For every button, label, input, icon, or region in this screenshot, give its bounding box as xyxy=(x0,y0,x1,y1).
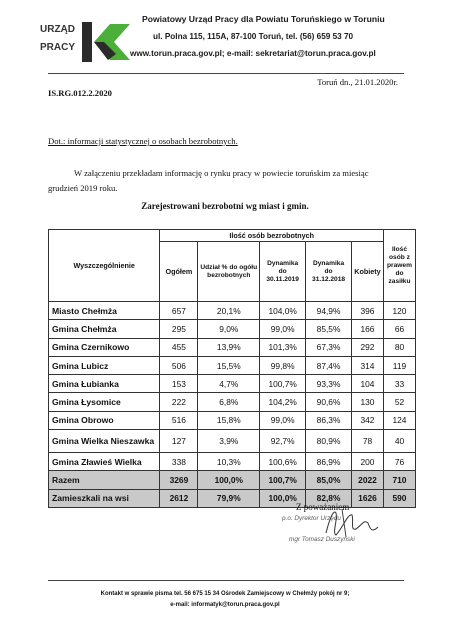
row-women: 342 xyxy=(351,411,383,429)
row-benefit: 710 xyxy=(383,471,415,489)
row-name: Gmina Łubianka xyxy=(49,375,160,393)
logo-text-top: URZĄD xyxy=(40,24,75,35)
row-share: 4,7% xyxy=(198,375,260,393)
row-women: 78 xyxy=(351,430,383,453)
table-row xyxy=(49,411,416,429)
row-benefit: 33 xyxy=(383,375,415,393)
row-benefit: 590 xyxy=(383,489,415,507)
row-women: 104 xyxy=(351,375,383,393)
table-row xyxy=(49,375,416,393)
letter-subject: Dot.: informacji statystycznej o osobach bezrobotnych. xyxy=(48,136,238,146)
row-dyn1: 104,2% xyxy=(260,393,306,411)
table-row xyxy=(49,320,416,338)
row-dyn1: 92,7% xyxy=(260,430,306,453)
letter-body-line2: grudzień 2019 roku. xyxy=(48,183,118,193)
table-row xyxy=(49,338,416,356)
letter-body-line1: W załączeniu przekładam informację o rynku pracy w powiecie toruńskim za miesiąc xyxy=(74,168,369,178)
row-total: 222 xyxy=(160,393,198,411)
row-women: 166 xyxy=(351,320,383,338)
row-benefit: 40 xyxy=(383,430,415,453)
row-name: Gmina Łysomice xyxy=(49,393,160,411)
row-share: 15,8% xyxy=(198,411,260,429)
row-share: 20,1% xyxy=(198,302,260,320)
row-name: Gmina Czernikowo xyxy=(49,338,160,356)
footer-divider xyxy=(48,580,404,581)
row-dyn2: 85,5% xyxy=(306,320,352,338)
row-women: 130 xyxy=(351,393,383,411)
logo-text-bottom: PRACY xyxy=(40,42,76,53)
row-dyn1: 101,3% xyxy=(260,338,306,356)
row-name: Gmina Zławieś Wielka xyxy=(49,453,160,471)
header-divider xyxy=(48,73,404,74)
row-share: 10,3% xyxy=(198,453,260,471)
row-share: 79,9% xyxy=(198,489,260,507)
row-total: 3269 xyxy=(160,471,198,489)
stamp-name: mgr Tomasz Duszyński xyxy=(289,536,355,543)
row-name: Gmina Obrowo xyxy=(49,411,160,429)
row-women: 1626 xyxy=(351,489,383,507)
row-share: 9,0% xyxy=(198,320,260,338)
stamp-title: p.o. Dyrektor Urzędu xyxy=(282,515,341,522)
row-women: 2022 xyxy=(351,471,383,489)
office-logo xyxy=(40,20,132,64)
row-name: Gmina Wielka Nieszawka xyxy=(49,430,160,453)
row-dyn1: 99,0% xyxy=(260,411,306,429)
row-dyn2: 94,9% xyxy=(306,302,352,320)
row-women: 396 xyxy=(351,302,383,320)
row-dyn2: 80,9% xyxy=(306,430,352,453)
row-share: 15,5% xyxy=(198,356,260,374)
row-share: 13,9% xyxy=(198,338,260,356)
office-contact: www.torun.praca.gov.pl; e-mail: sekretariat@torun.praca.gov.pl xyxy=(130,49,376,58)
handwritten-signature xyxy=(312,503,392,543)
row-name: Gmina Chełmża xyxy=(49,320,160,338)
row-dyn2: 85,0% xyxy=(306,471,352,489)
row-name: Gmina Lubicz xyxy=(49,356,160,374)
letter-date: Toruń dn., 21.01.2020r. xyxy=(317,77,398,87)
row-dyn1: 99,8% xyxy=(260,356,306,374)
table-row xyxy=(49,453,416,471)
row-total: 2612 xyxy=(160,489,198,507)
header-dyn1: Dynamika do 30.11.2019 xyxy=(260,242,306,302)
row-total: 127 xyxy=(160,430,198,453)
row-dyn2: 90,6% xyxy=(306,393,352,411)
row-name: Zamieszkali na wsi xyxy=(49,489,160,507)
row-dyn2: 86,9% xyxy=(306,453,352,471)
row-dyn1: 100,6% xyxy=(260,453,306,471)
row-dyn1: 99,0% xyxy=(260,320,306,338)
row-benefit: 66 xyxy=(383,320,415,338)
table-row xyxy=(49,393,416,411)
office-address: ul. Polna 115, 115A, 87-100 Toruń, tel. (56) 659 53 70 xyxy=(153,32,354,41)
row-dyn2: 93,3% xyxy=(306,375,352,393)
row-total: 338 xyxy=(160,453,198,471)
row-share: 6,8% xyxy=(198,393,260,411)
row-benefit: 120 xyxy=(383,302,415,320)
row-name: Miasto Chełmża xyxy=(49,302,160,320)
row-total: 153 xyxy=(160,375,198,393)
header-group: Ilość osób bezrobotnych xyxy=(160,230,384,242)
row-dyn2: 67,3% xyxy=(306,338,352,356)
header-benefit: Ilość osób z prawem do zasiłku xyxy=(383,230,415,302)
row-benefit: 124 xyxy=(383,411,415,429)
header-name: Wyszczególnienie xyxy=(49,230,160,302)
footer-email: e-mail: informatyk@torun.praca.gov.pl xyxy=(170,602,280,608)
row-total: 455 xyxy=(160,338,198,356)
total-row xyxy=(49,471,416,489)
row-benefit: 76 xyxy=(383,453,415,471)
row-women: 314 xyxy=(351,356,383,374)
row-total: 657 xyxy=(160,302,198,320)
header-total: Ogółem xyxy=(160,242,198,302)
unemployment-table xyxy=(48,229,416,508)
row-dyn1: 104,0% xyxy=(260,302,306,320)
row-dyn2: 87,4% xyxy=(306,356,352,374)
table-heading: Zarejestrowani bezrobotni wg miast i gmin. xyxy=(141,201,309,211)
row-benefit: 119 xyxy=(383,356,415,374)
row-women: 292 xyxy=(351,338,383,356)
table-row xyxy=(49,302,416,320)
row-dyn2: 82,8% xyxy=(306,489,352,507)
header-share: Udział % do ogółu bezrobotnych xyxy=(198,242,260,302)
row-dyn1: 100,7% xyxy=(260,375,306,393)
row-women: 200 xyxy=(351,453,383,471)
row-dyn1: 100,0% xyxy=(260,489,306,507)
row-total: 506 xyxy=(160,356,198,374)
row-dyn1: 100,7% xyxy=(260,471,306,489)
row-total: 516 xyxy=(160,411,198,429)
row-share: 100,0% xyxy=(198,471,260,489)
row-share: 3,9% xyxy=(198,430,260,453)
logo-arrow-icon xyxy=(80,20,132,64)
row-total: 295 xyxy=(160,320,198,338)
office-name: Powiatowy Urząd Pracy dla Powiatu Toruńskiego w Toruniu xyxy=(142,14,385,24)
row-name: Razem xyxy=(49,471,160,489)
row-dyn2: 86,3% xyxy=(306,411,352,429)
header-dyn2: Dynamika do 31.12.2018 xyxy=(306,242,352,302)
table-row xyxy=(49,356,416,374)
footer-contact: Kontakt w sprawie pisma tel. 56 675 15 34 Ośrodek Zamiejscowy w Chełmży pokój nr 9; xyxy=(100,591,350,597)
header-women: Kobiety xyxy=(351,242,383,302)
row-benefit: 52 xyxy=(383,393,415,411)
table-row xyxy=(49,430,416,453)
letter-reference: IS.RG.012.2.2020 xyxy=(48,88,112,98)
row-benefit: 80 xyxy=(383,338,415,356)
signature-closing: Z poważaniem xyxy=(296,502,350,512)
